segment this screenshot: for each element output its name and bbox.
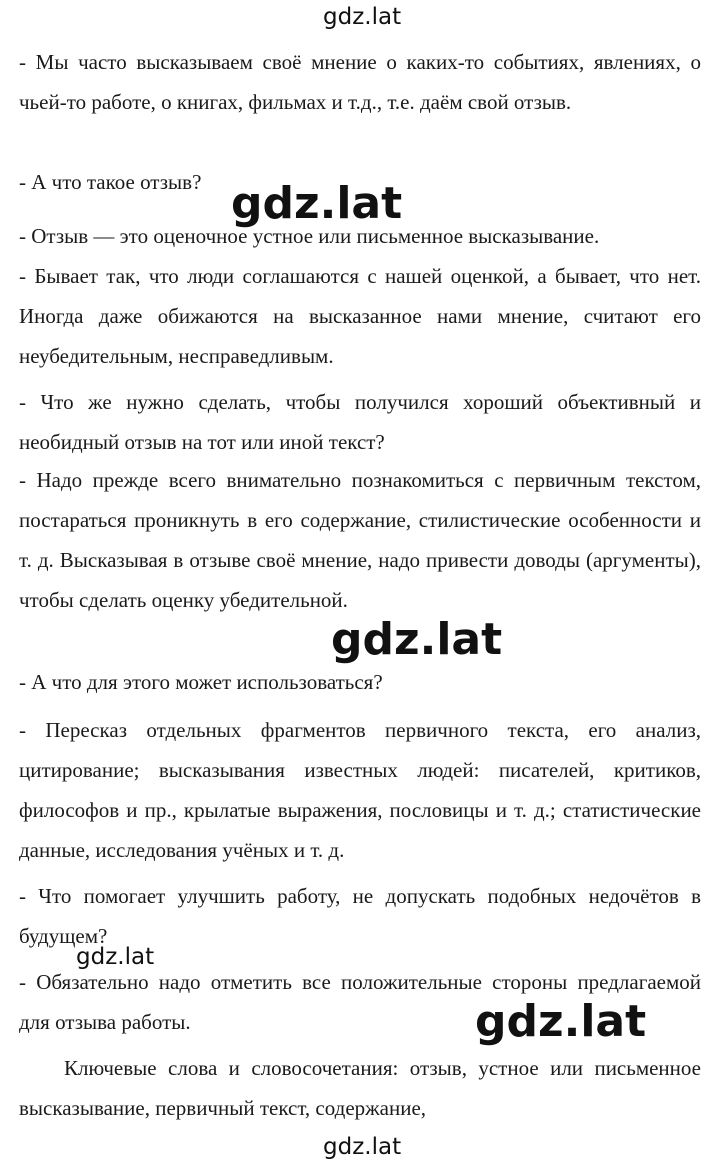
watermark-1: gdz.lat <box>231 178 403 229</box>
paragraph-10: - Обязательно надо отметить все положительные стороны предлагаемой для отзыва работы. <box>19 970 701 1034</box>
paragraph-2: - А что такое отзыв? <box>19 170 202 194</box>
paragraph-1: - Мы часто высказываем своё мнение о каких-то событиях, явлениях, о чьей-то работе, о книгах, фильмах и т.д., т.е. даём свой отзыв. <box>19 50 701 114</box>
paragraph-3: - Отзыв — это оценочное устное или письменное высказывание. <box>19 224 600 248</box>
paragraph-4: - Бывает так, что люди соглашаются с нашей оценкой, а бывает, что нет. Иногда даже обижаются на высказанное нами мнение, считают его неубедительным, несправедливым. <box>19 264 701 368</box>
watermark-4: gdz.lat <box>475 996 647 1047</box>
watermark-3: gdz.lat <box>76 944 155 970</box>
paragraph-7: - А что для этого может использоваться? <box>19 670 383 694</box>
paragraph-8: - Пересказ отдельных фрагментов первичного текста, его анализ, цитирование; высказывания известных людей: писателей, критиков, философов и пр., крылатые выражения, пословицы и т. д.; статистические данные, исследования учёных и т. д. <box>19 718 701 862</box>
paragraph-6: - Надо прежде всего внимательно познакомиться с первичным текстом, постараться проникнуть в его содержание, стилистические особенности и т. д. Высказывая в отзыве своё мнение, надо привести доводы (аргументы), чтобы сделать оценку убедительной. <box>19 468 701 612</box>
paragraph-9: - Что помогает улучшить работу, не допускать подобных недочётов в будущем? <box>19 884 701 948</box>
watermark-header: gdz.lat <box>323 4 402 30</box>
watermark-footer: gdz.lat <box>323 1134 402 1160</box>
watermark-2: gdz.lat <box>331 614 503 665</box>
paragraph-5: - Что же нужно сделать, чтобы получился хороший объективный и необидный отзыв на тот или иной текст? <box>19 390 701 454</box>
paragraph-11: Ключевые слова и словосочетания: отзыв, устное или письменное высказывание, первичный текст, содержание, <box>19 1056 701 1120</box>
